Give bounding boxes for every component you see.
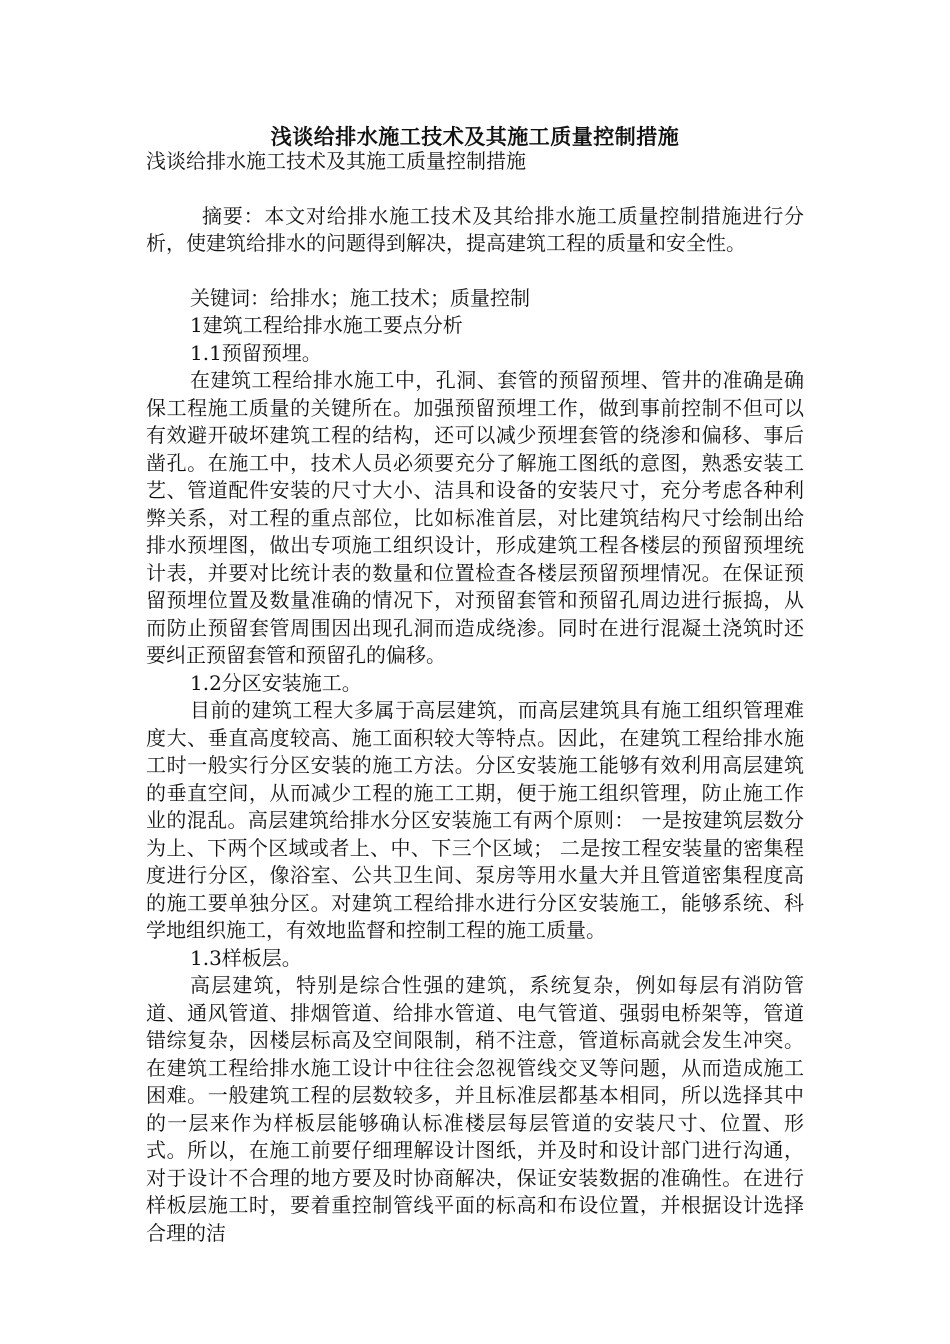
document-title: 浅谈给排水施工技术及其施工质量控制措施 <box>270 124 680 149</box>
subsection-1-3-body: 高层建筑，特别是综合性强的建筑，系统复杂，例如每层有消防管道、通风管道、排烟管道、给排水管道、电气管道、强弱电桥架等，管道错综复杂，因楼层标高及空间限制，稍不注意，管道标高就会发生冲突。在建筑工程给排水施工设计中往往会忽视管线交叉等问题，从而造成施工困难。一般建筑工程的层数较多，并且标准层都基本相同，所以选择其中的一层来作为样板层能够确认标准楼层每层管道的安装尺寸、位置、形式。所以，在施工前要仔细理解设计图纸，并及时和设计部门进行沟通，对于设计不合理的地方要及时协商解决，保证安装数据的准确性。在进行样板层施工时，要着重控制管线平面的标高和布设位置，并根据设计选择合理的洁 <box>146 973 804 1245</box>
section-1-heading: 1建筑工程给排水施工要点分析 <box>190 313 463 337</box>
subsection-1-3-heading: 1.3样板层。 <box>190 945 302 970</box>
subsection-1-1-heading: 1.1预留预埋。 <box>190 340 322 365</box>
document-subtitle: 浅谈给排水施工技术及其施工质量控制措施 <box>146 149 526 173</box>
document-body <box>146 148 804 1247</box>
subsection-1-2-heading: 1.2分区安装施工。 <box>190 670 362 695</box>
subsection-1-2-body: 目前的建筑工程大多属于高层建筑，而高层建筑具有施工组织管理难度大、垂直高度较高、施工面积较大等特点。因此，在建筑工程给排水施工时一般实行分区安装的施工方法。分区安装施工能够有效利用高层建筑的垂直空间，从而减少工程的施工工期，便于施工组织管理，防止施工作业的混乱。高层建筑给排水分区安装施工有两个原则： 一是按建筑层数分为上、下两个区域或者上、中、下三个区域； 二是按工程安装量的密集程度进行分区，像浴室、公共卫生间、泵房等用水量大并且管道密集程度高的施工要单独分区。对建筑工程给排水进行分区安装施工，能够系统、科学地组织施工，有效地监督和控制工程的施工质量。 <box>146 698 804 942</box>
subsection-1-1-body: 在建筑工程给排水施工中，孔洞、套管的预留预埋、管井的准确是确保工程施工质量的关键所在。加强预留预埋工作，做到事前控制不但可以有效避开破坏建筑工程的结构，还可以减少预埋套管的绕渗和偏移、事后凿孔。在施工中，技术人员必须要充分了解施工图纸的意图，熟悉安装工艺、管道配件安装的尺寸大小、洁具和设备的安装尺寸，充分考虑各种利弊关系，对工程的重点部位，比如标准首层，对比建筑结构尺寸绘制出给排水预埋图，做出专项施工组织设计，形成建筑工程各楼层的预留预埋统计表，并要对比统计表的数量和位置检查各楼层预留预埋情况。在保证预留预埋位置及数量准确的情况下，对预留套管和预留孔周边进行振捣，从而防止预留套管周围因出现孔洞而造成绕渗。同时在进行混凝土浇筑时还要纠正预留套管和预留孔的偏移。 <box>146 368 804 667</box>
keywords-line: 关键词：给排水；施工技术；质量控制 <box>190 285 530 310</box>
abstract-paragraph: 摘要：本文对给排水施工技术及其给排水施工质量控制措施进行分析，使建筑给排水的问题得到解决，提高建筑工程的质量和安全性。 <box>146 203 804 255</box>
